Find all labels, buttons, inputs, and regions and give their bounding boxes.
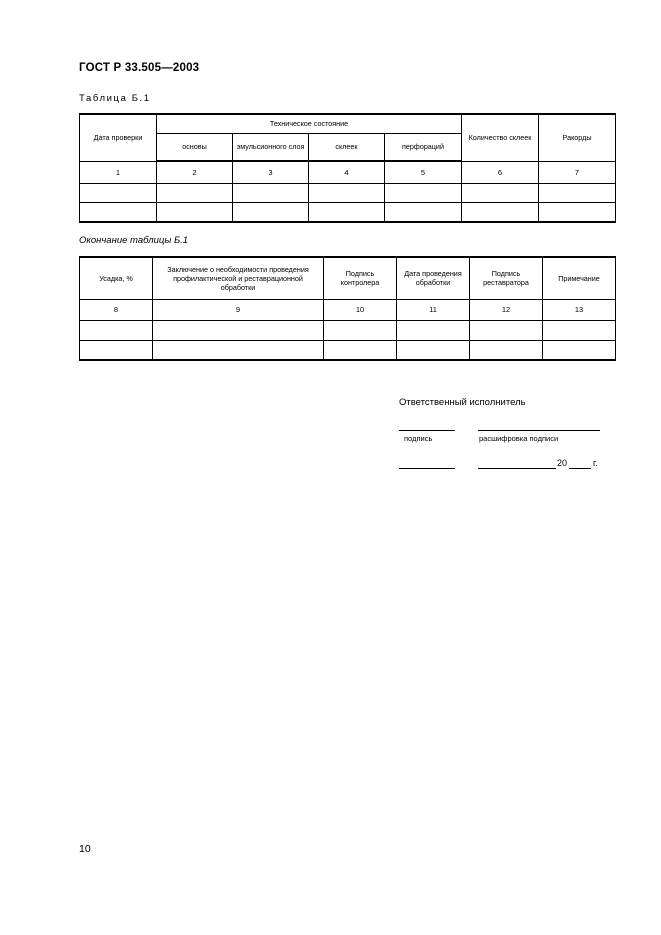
column-number: 10: [324, 299, 397, 320]
signature-decode-line: [478, 430, 600, 431]
header-restorer-sign: Подпись реставратора: [470, 257, 543, 299]
column-number: 2: [157, 161, 233, 183]
header-date: Дата проверки: [80, 114, 157, 161]
table-row: [80, 202, 616, 222]
signature-line: [399, 430, 455, 431]
table-row: [80, 320, 616, 340]
column-number: 5: [385, 161, 462, 183]
table-row: [80, 340, 616, 360]
column-number: 6: [462, 161, 539, 183]
column-number: 3: [233, 161, 309, 183]
header-note: Примечание: [543, 257, 616, 299]
signature-caption: подпись: [404, 434, 433, 443]
column-number: 4: [309, 161, 385, 183]
date-year-line: [569, 468, 591, 469]
signature-decode-caption: расшифровка подписи: [479, 434, 559, 443]
column-number: 9: [153, 299, 324, 320]
date-month-line: [478, 468, 556, 469]
table-b1-continuation: [79, 256, 616, 361]
header-splice-count: Количество склеек: [462, 114, 539, 161]
header-perforation: перфораций: [385, 133, 462, 161]
header-splices: склеек: [309, 133, 385, 161]
header-conclusion: Заключение о необходимости проведения профилактической и реставрационной обработки: [153, 257, 324, 299]
column-number: 12: [470, 299, 543, 320]
header-controller-sign: Подпись контролера: [324, 257, 397, 299]
date-day-line: [399, 468, 455, 469]
header-emulsion: эмульсионного слоя: [233, 133, 309, 161]
header-leaders: Ракорды: [539, 114, 616, 161]
column-number: 1: [80, 161, 157, 183]
table1-continuation-label: Окончание таблицы Б.1: [79, 235, 189, 246]
date-year-prefix: 20: [557, 458, 568, 468]
header-processing-date: Дата проведения обработки: [397, 257, 470, 299]
page-number: 10: [79, 843, 91, 855]
column-number: 13: [543, 299, 616, 320]
responsible-executor-label: Ответственный исполнитель: [399, 397, 526, 408]
header-tech-state: Техническое состояние: [157, 114, 462, 133]
table-b1: [79, 113, 616, 223]
document-standard-title: ГОСТ Р 33.505—2003: [79, 62, 200, 74]
header-shrinkage: Усадка, %: [80, 257, 153, 299]
date-year-suffix: г.: [593, 458, 598, 468]
column-number: 7: [539, 161, 616, 183]
table-row: [80, 183, 616, 202]
header-base: основы: [157, 133, 233, 161]
column-number: 11: [397, 299, 470, 320]
column-number: 8: [80, 299, 153, 320]
table1-label: Таблица Б.1: [79, 93, 151, 104]
